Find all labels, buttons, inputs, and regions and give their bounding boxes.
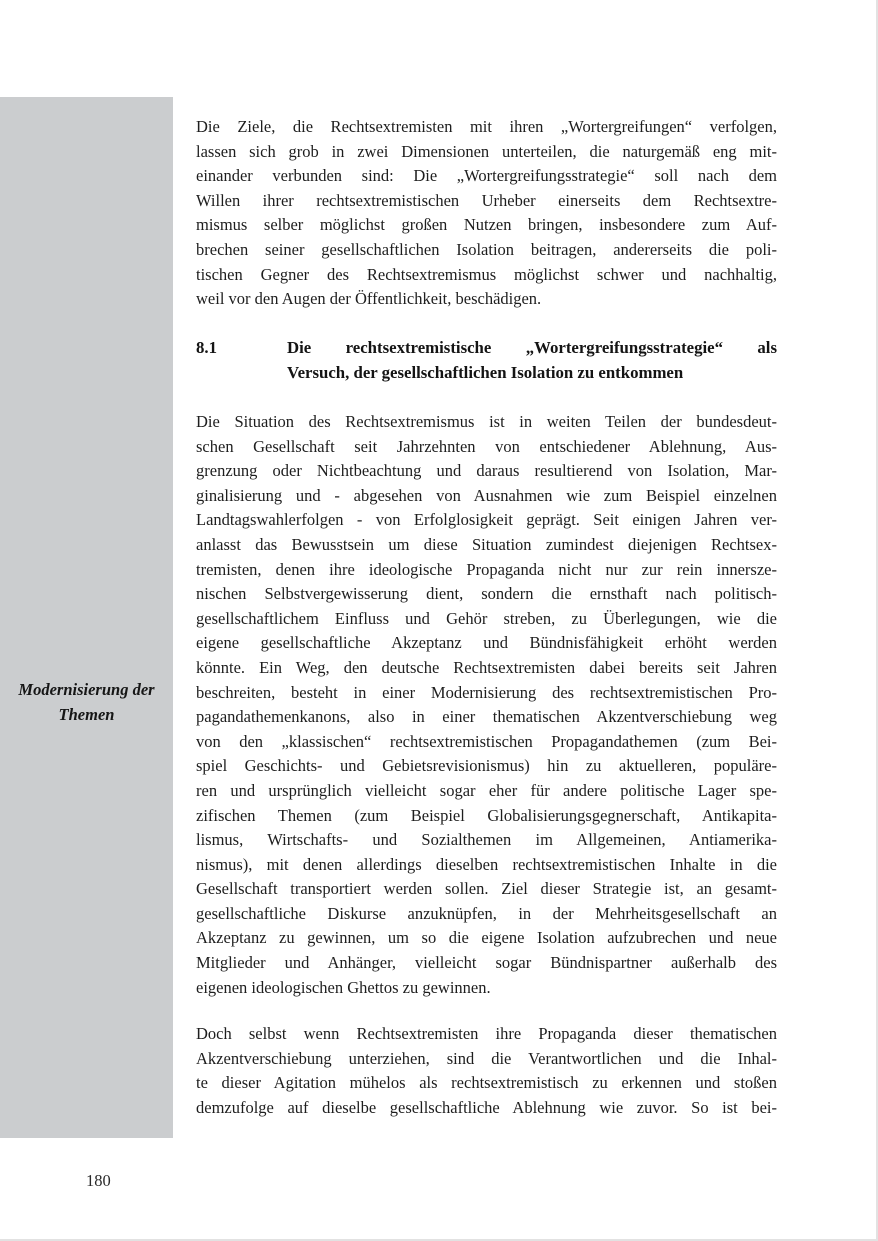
- text-line: ren und ursprünglich vielleicht sogar eher für andere politische Lager spe-: [196, 780, 777, 800]
- text-line: Die rechtsextremistische „Wortergreifungsstrategie“ als: [287, 338, 777, 357]
- paragraph-doch-selbst: [196, 1022, 777, 1120]
- text-line: Die Situation des Rechtsextremismus ist in weiten Teilen der bundesdeut-: [196, 412, 777, 431]
- text-line: weil vor den Augen der Öffentlichkeit, beschädigen.: [196, 289, 542, 309]
- text-line: mismus selber möglichst großen Nutzen bringen, insbesondere zum Auf-: [196, 215, 777, 235]
- text-line: tremisten, denen ihre ideologische Propaganda nicht nur zur rein innersze-: [196, 559, 777, 579]
- section-heading: [196, 335, 777, 385]
- text-line: Willen ihrer rechtsextremistischen Urheber einerseits dem Rechtsextre-: [196, 190, 777, 210]
- margin-note: Modernisierung der Themen: [18, 680, 155, 724]
- text-line: demzufolge auf dieselbe gesellschaftliche Ablehnung wie zuvor. So ist bei-: [196, 1097, 777, 1117]
- text-line: eigenen ideologischen Ghettos zu gewinnen.: [196, 977, 491, 997]
- text-line: beschreiten, besteht in einer Modernisierung des rechtsextremistischen Pro-: [196, 682, 777, 702]
- text-line: spiel Geschichts- und Gebietsrevisionismus) hin zu aktuelleren, populäre-: [196, 756, 777, 776]
- text-line: von den „klassischen“ rechtsextremistischen Propagandathemen (zum Bei-: [196, 731, 777, 751]
- section-heading-text: [287, 335, 777, 385]
- margin-sidebar: [0, 97, 173, 1138]
- text-line: Akzentverschiebung unterziehen, sind die Verantwortlichen und die Inhal-: [196, 1048, 777, 1068]
- paragraph-situation: [196, 410, 777, 1000]
- text-line: einander verbunden sind: Die „Wortergreifungsstrategie“ soll nach dem: [196, 166, 777, 186]
- text-line: gesellschaftlichem Einfluss und Gehör streben, zu Überlegungen, wie die: [196, 608, 777, 628]
- section-number: 8.1: [196, 338, 217, 357]
- paragraph-intro: [196, 115, 777, 312]
- text-line: lismus, Wirtschafts- und Sozialthemen im Allgemeinen, Antiamerika-: [196, 830, 777, 850]
- text-line: brechen seiner gesellschaftlichen Isolation beitragen, andererseits die poli-: [196, 239, 777, 259]
- text-line: tischen Gegner des Rechtsextremismus möglichst schwer und nachhaltig,: [196, 264, 777, 284]
- page-number: 180: [86, 1171, 111, 1190]
- text-line: zifischen Themen (zum Beispiel Globalisierungsgegnerschaft, Antikapita-: [196, 805, 777, 825]
- text-line: Gesellschaft transportiert werden sollen. Ziel dieser Strategie ist, an gesamt-: [196, 879, 777, 899]
- text-line: Mitglieder und Anhänger, vielleicht sogar Bündnispartner außerhalb des: [196, 953, 777, 973]
- text-line: Akzeptanz zu gewinnen, um so die eigene Isolation aufzubrechen und neue: [196, 928, 777, 948]
- text-line: Landtagswahlerfolgen - von Erfolglosigkeit geprägt. Seit einigen Jahren ver-: [196, 510, 777, 530]
- text-line: schen Gesellschaft seit Jahrzehnten von entschiedener Ablehnung, Aus-: [196, 436, 777, 456]
- text-line: te dieser Agitation mühelos als rechtsextremistisch zu erkennen und stoßen: [196, 1073, 777, 1093]
- text-line: ginalisierung und - abgesehen von Ausnahmen wie zum Beispiel einzelnen: [196, 485, 777, 505]
- text-line: nischen Selbstvergewisserung dient, sondern die ernsthaft nach politisch-: [196, 584, 777, 604]
- text-line: könnte. Ein Weg, den deutsche Rechtsextremisten dabei bereits seit Jahren: [196, 657, 777, 677]
- text-line: pagandathemenkanons, also in einer thematischen Akzentverschiebung weg: [196, 707, 777, 727]
- text-line: nismus), mit denen allerdings dieselben rechtsextremistischen Inhalte in die: [196, 854, 777, 874]
- text-line: anlasst das Bewusstsein um diese Situation zumindest diejenigen Rechtsex-: [196, 534, 777, 554]
- text-line: Versuch, der gesellschaftlichen Isolation zu entkommen: [287, 363, 684, 382]
- text-line: Doch selbst wenn Rechtsextremisten ihre Propaganda dieser thematischen: [196, 1024, 777, 1043]
- text-line: eigene gesellschaftliche Akzeptanz und Bündnisfähigkeit erhöht werden: [196, 633, 777, 653]
- text-line: grenzung oder Nichtbeachtung und daraus resultierend von Isolation, Mar-: [196, 461, 777, 481]
- text-line: Die Ziele, die Rechtsextremisten mit ihren „Wortergreifungen“ verfolgen,: [196, 117, 777, 136]
- text-line: lassen sich grob in zwei Dimensionen unterteilen, die naturgemäß eng mit-: [196, 141, 777, 161]
- text-line: gesellschaftliche Diskurse anzuknüpfen, in der Mehrheitsgesellschaft an: [196, 903, 777, 923]
